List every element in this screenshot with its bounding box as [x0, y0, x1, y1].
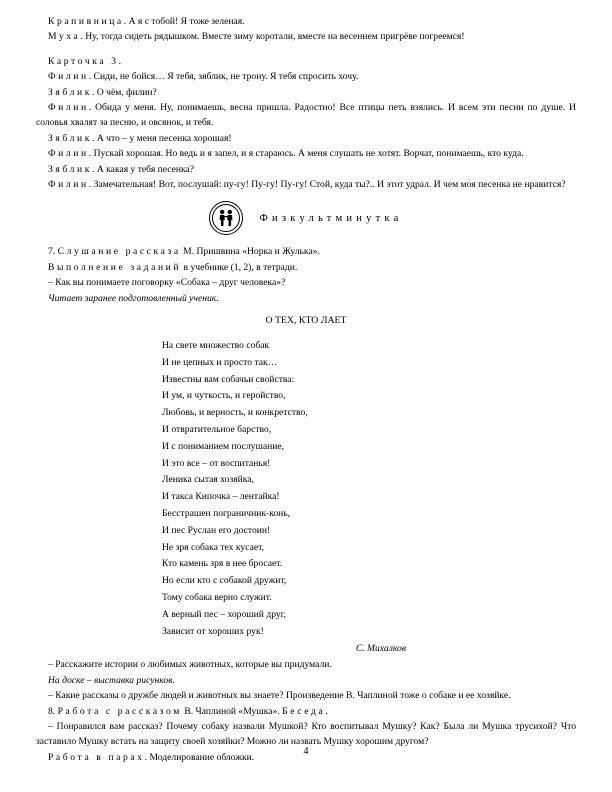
physical-break-banner: [36, 200, 576, 236]
poem-line: Кто камень зря в нее бросает.: [162, 558, 283, 570]
speaker: Филин: [48, 179, 89, 191]
paragraph: На доске – выставка рисунков.: [48, 674, 175, 686]
speaker: Филин: [48, 71, 89, 83]
document-page: [36, 14, 576, 765]
poem-line: Тому собака верно служит.: [162, 592, 272, 604]
poem-line: Любовь, и верность, и конкретство,: [162, 407, 308, 419]
dialogue-line: Филин. Пускай хорошая. Но ведь и я запел, и я стараюсь. А меня слушать не хотят. Ворчат, понимаешь, кто куда.: [48, 148, 524, 160]
poem-line: И такса Кипочка – лентайка!: [162, 491, 280, 503]
dialogue-line: Филин. Сиди, не бойся… Я тебя, зяблик, не трону. Я тебя спросить хочу.: [48, 71, 359, 83]
poem-line: И не цепных и просто так…: [162, 356, 278, 368]
card-title: Карточка 3.: [48, 55, 124, 67]
paragraph: – Какие рассказы о дружбе людей и животных вы знаете? Произведение В. Чаплиной тоже о собаке и ее хозяйке.: [48, 690, 511, 702]
dialogue-line: Зяблик. О чём, филин?: [48, 86, 157, 98]
poem-author: С. Михалков: [355, 643, 406, 655]
poem-title: О ТЕХ, КТО ЛАЕТ: [265, 315, 347, 327]
poem-line: И ум, и чуткость, и геройство,: [162, 390, 286, 402]
dialogue-line: Филин. Обида у меня. Ну, понимаешь, весна пришла. Радостно! Все птицы петь взялись. И всем эти песни по душе. И соловья хвалят за песню, и овсянок, и тебя.: [36, 102, 576, 129]
banner-label: Физкультминутка: [259, 212, 403, 224]
speaker: Зяблик: [48, 163, 93, 175]
speaker: Филин: [48, 148, 89, 160]
poem-line: Леника сытая хозяйка,: [162, 474, 254, 486]
paragraph: – Расскажите истории о любимых животных, которые вы придумали.: [48, 659, 332, 671]
poem-line: И с пониманием послушание,: [162, 440, 285, 452]
poem-line: И пес Руслан его достоин!: [162, 524, 271, 536]
speaker: Зяблик: [48, 132, 93, 144]
poem-line: И отвратительное барство,: [162, 424, 272, 436]
teacher-note: Читает заранее подготовленный ученик.: [48, 292, 219, 304]
speaker: Зяблик: [48, 86, 93, 98]
poem-line: На свете множество собак: [162, 340, 270, 352]
task-line: Выполнение заданий в учебнике (1, 2), в тетради.: [48, 261, 298, 273]
poem-line: А верный пес – хороший друг,: [162, 608, 286, 620]
poem-line: Известны вам собачьи свойства:: [162, 373, 295, 385]
poem: [162, 338, 576, 640]
poem-line: Зависит от хороших рук!: [162, 625, 264, 637]
section-heading: 8. Работа с рассказом В. Чаплиной «Мушка». Беседа.: [48, 705, 328, 717]
section-heading: 7. Слушание рассказа М. Пришвина «Норка и Жулька».: [48, 246, 320, 258]
poem-line: И это все – от воспитанья!: [162, 457, 271, 469]
poem-line: Не зря собака тех кусает,: [162, 541, 264, 553]
paragraph: – Понравился вам рассказ? Почему собаку назвали Мушкой? Кто воспитывал Мушку? Как? Была ли Мушка трусихой? Что заставило Мушку встать на защиту своей хозяйки? Можно ли назвать Мушку хорошим другом?: [36, 721, 576, 748]
page-number: 4: [303, 746, 309, 757]
dialogue-line: Зяблик. А что – у меня песенка хорошая!: [48, 132, 232, 144]
dialogue-line: Зяблик. А какая у тебя песенка?: [48, 163, 195, 175]
speaker: Крапивница: [48, 16, 124, 27]
speaker: Филин: [48, 102, 89, 114]
dialogue-line: Крапивница. А я с тобой! Я тоже зеленая.: [48, 16, 245, 27]
task-line: Работа в парах. Моделирование обложки.: [48, 751, 255, 763]
children-icon: [209, 201, 243, 235]
poem-line: Бесстрашен пограничник-конь,: [162, 508, 291, 520]
dialogue-line: Филин. Замечательная! Вот, послушай: пу-гу! Пу-гу! Пу-гу! Стой, куда ты?.. И этот удрал. И чем моя песенка не нравится?: [48, 179, 566, 191]
speaker: Муха: [48, 31, 81, 43]
poem-line: Но если кто с собакой дружит,: [162, 575, 287, 587]
question-line: – Как вы понимаете поговорку «Собака – друг человека»?: [48, 277, 286, 289]
dialogue-line: Муха. Ну, тогда сидеть рядышком. Вместе зиму коротали, вместе на весеннем пригрёве погреемся!: [48, 31, 465, 43]
